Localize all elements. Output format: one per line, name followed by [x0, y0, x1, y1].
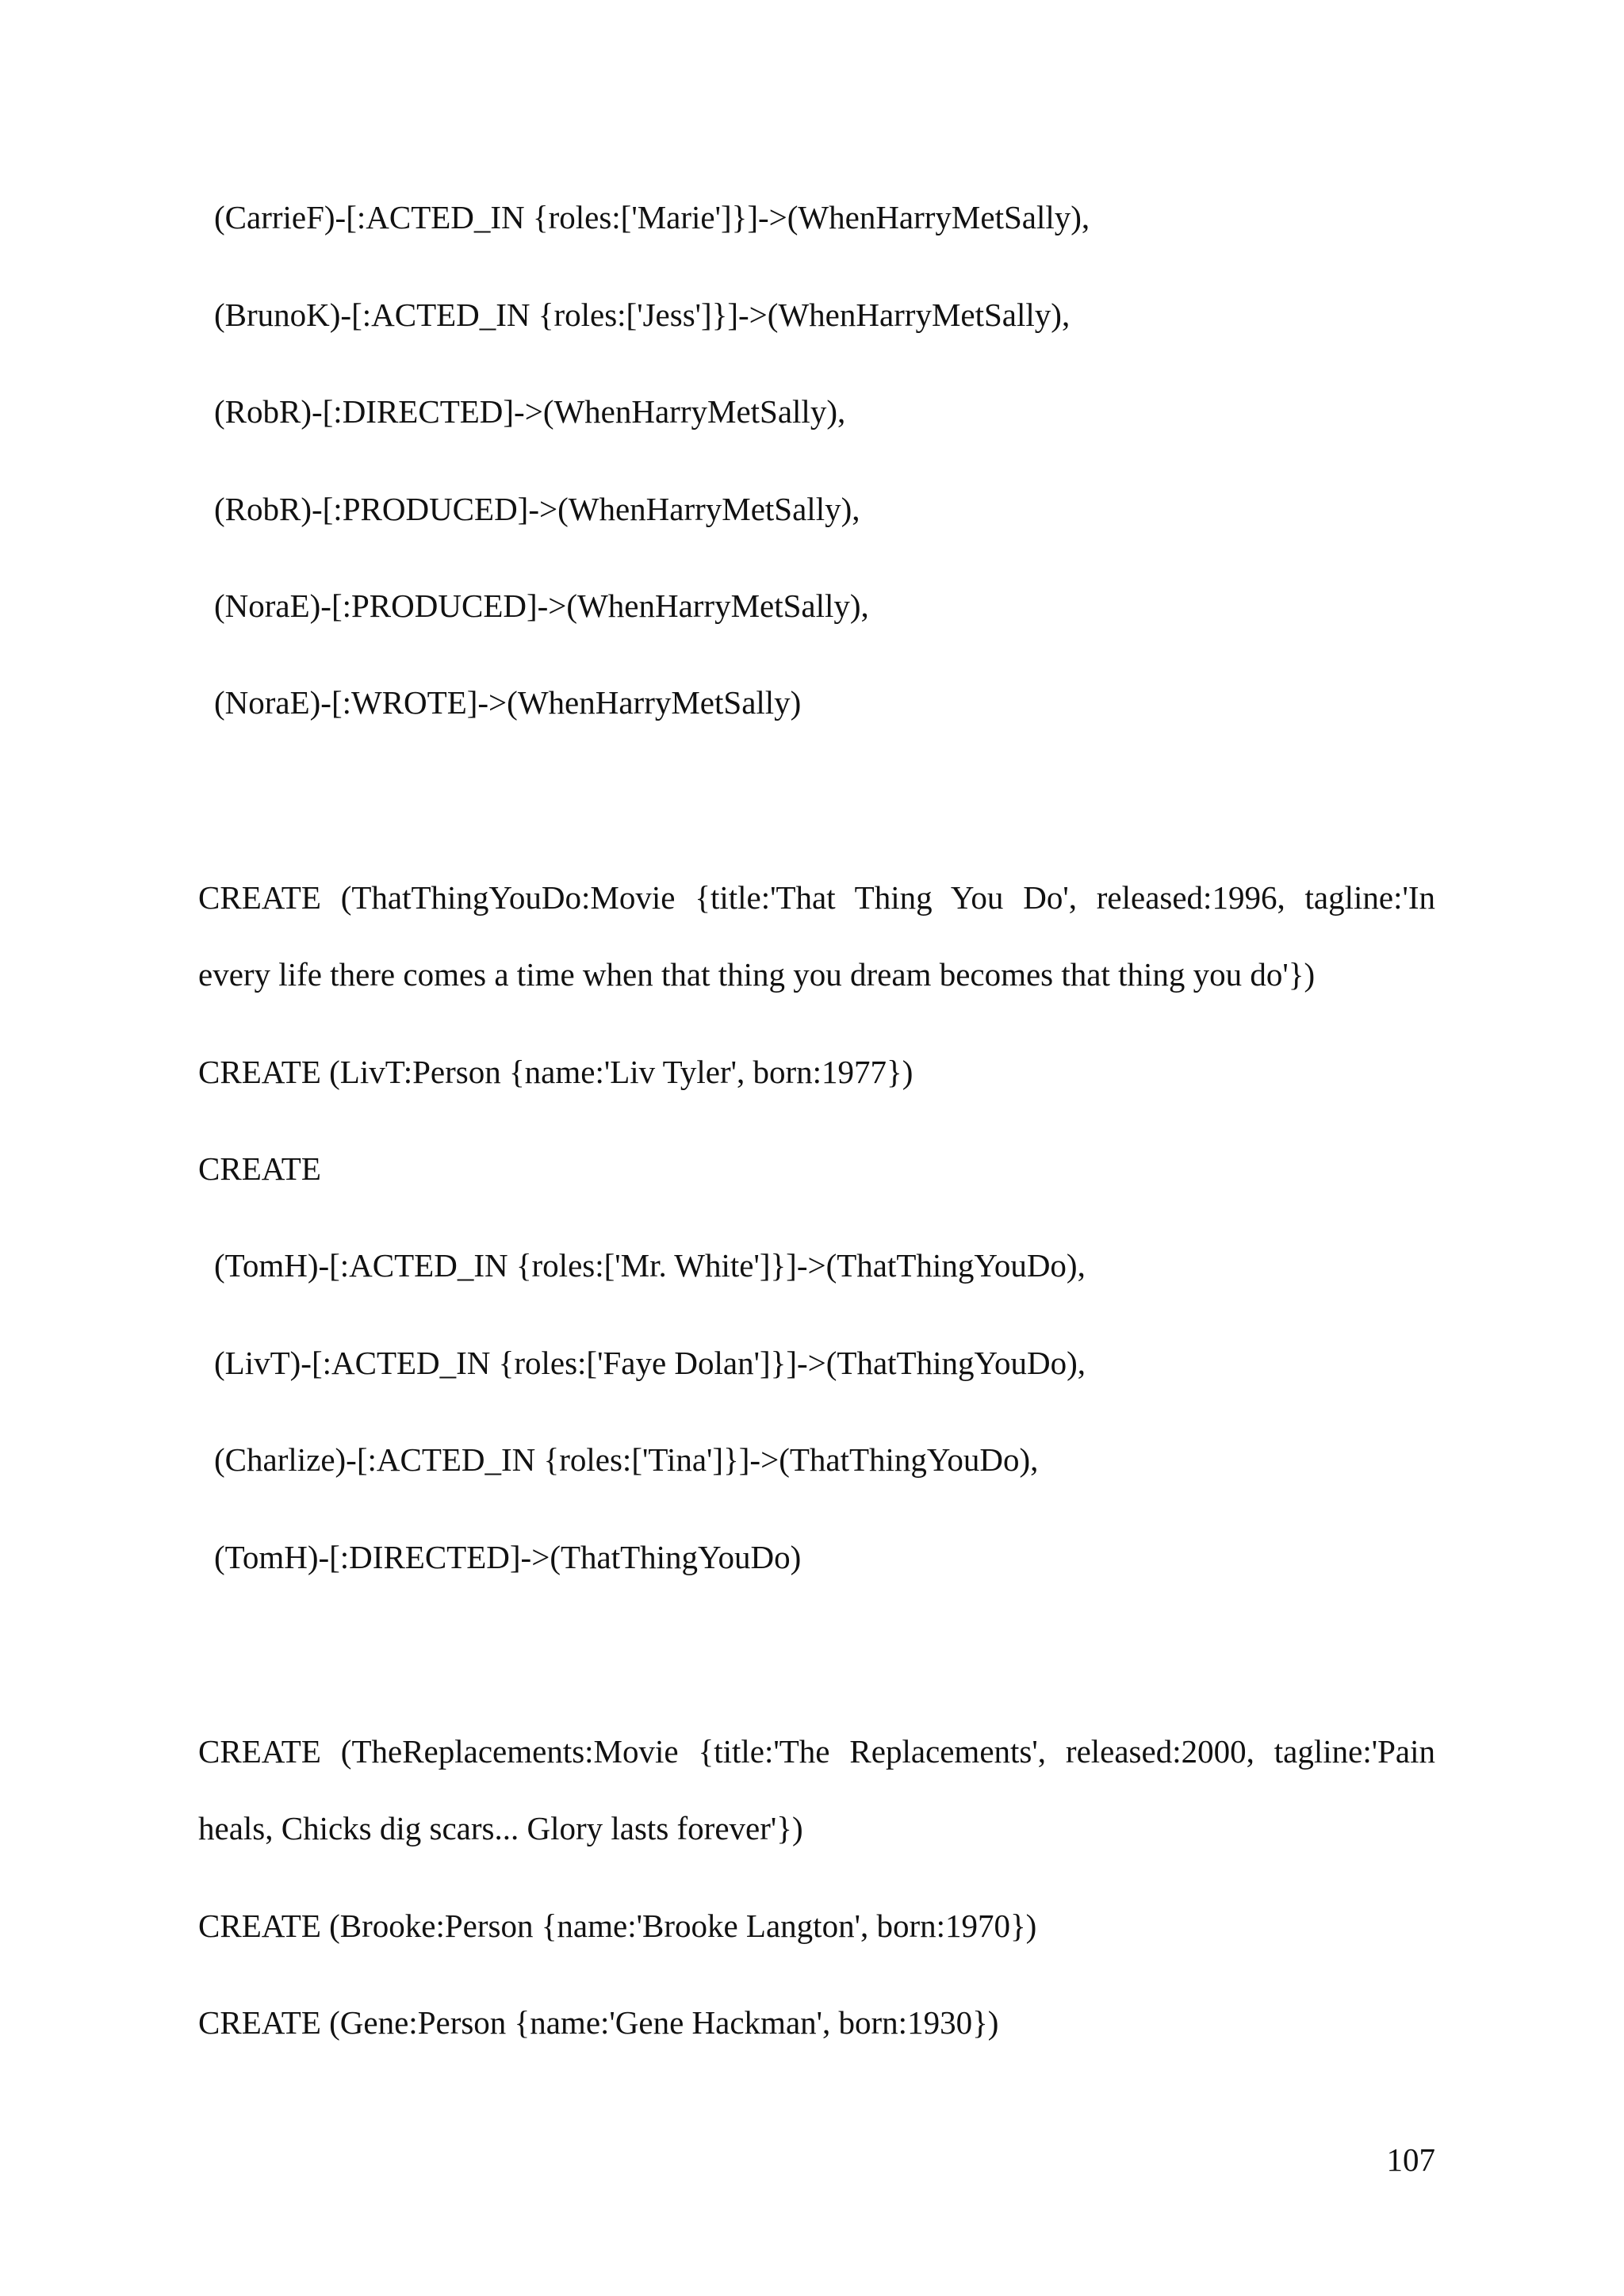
code-line-tomh-acted: (TomH)-[:ACTED_IN {roles:['Mr. White']}]->(ThatThingYouDo), [214, 1247, 1086, 1284]
code-line-create-livt: CREATE (LivT:Person {name:'Liv Tyler', born:1977}) [198, 1054, 914, 1090]
code-line-create-thatthingyoudo: CREATE (ThatThingYouDo:Movie {title:'That Thing You Do', released:1996, tagline:'In [198, 879, 1435, 916]
code-line-carrief: (CarrieF)-[:ACTED_IN {roles:['Marie']}]->(WhenHarryMetSally), [214, 199, 1090, 235]
code-line-create-gene: CREATE (Gene:Person {name:'Gene Hackman', born:1930}) [198, 2004, 999, 2041]
code-line-norae-produced: (NoraE)-[:PRODUCED]->(WhenHarryMetSally), [214, 587, 869, 624]
code-line-robr-directed: (RobR)-[:DIRECTED]->(WhenHarryMetSally), [214, 393, 846, 430]
code-line-tagline-pain-continued: heals, Chicks dig scars... Glory lasts forever'}) [198, 1810, 803, 1846]
code-line-tagline-continued: every life there comes a time when that thing you dream becomes that thing you do'}) [198, 956, 1316, 993]
code-line-robr-produced: (RobR)-[:PRODUCED]->(WhenHarryMetSally), [214, 491, 860, 527]
code-line-livt-acted: (LivT)-[:ACTED_IN {roles:['Faye Dolan']}]->(ThatThingYouDo), [214, 1345, 1086, 1381]
code-line-create-thereplacements: CREATE (TheReplacements:Movie {title:'The Replacements', released:2000, tagline:'Pain [198, 1733, 1435, 1770]
code-line-create-brooke: CREATE (Brooke:Person {name:'Brooke Langton', born:1970}) [198, 1908, 1037, 1944]
code-line-tomh-directed: (TomH)-[:DIRECTED]->(ThatThingYouDo) [214, 1539, 802, 1575]
code-line-brunok: (BrunoK)-[:ACTED_IN {roles:['Jess']}]->(WhenHarryMetSally), [214, 297, 1071, 333]
code-line-create: CREATE [198, 1150, 321, 1187]
code-line-norae-wrote: (NoraE)-[:WROTE]->(WhenHarryMetSally) [214, 684, 802, 721]
code-line-charlize-acted: (Charlize)-[:ACTED_IN {roles:['Tina']}]->(ThatThingYouDo), [214, 1441, 1039, 1478]
page-number: 107 [1386, 2141, 1435, 2178]
